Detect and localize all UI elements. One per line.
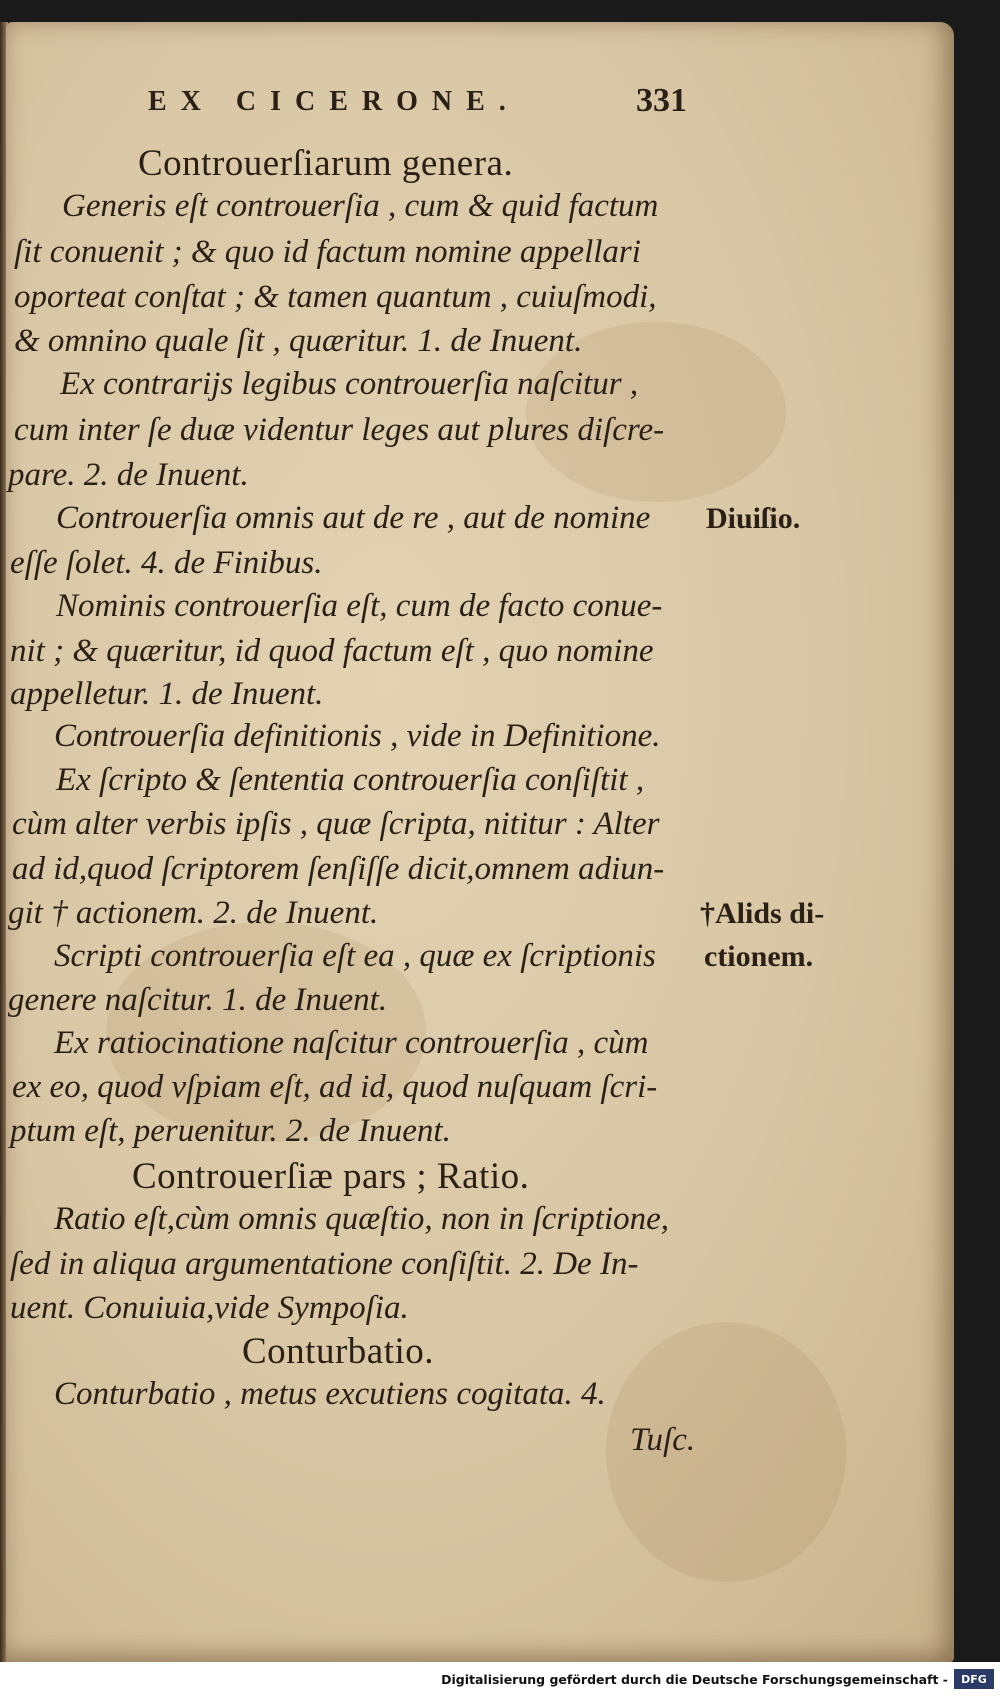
footer-credit: Digitalisierung gefördert durch die Deutsche Forschungsgemeinschaft - <box>441 1672 948 1687</box>
dfg-logo-icon: DFG <box>954 1669 994 1689</box>
text-line: ex eo, quod vſpiam eſt, ad id, quod nuſquam ſcri- <box>12 1069 658 1105</box>
text-line: Ratio eſt,cùm omnis quæſtio, non in ſcriptione, <box>54 1201 670 1237</box>
text-line: Ex ſcripto & ſententia controuerſia conſiſtit , <box>56 762 645 798</box>
text-line: Generis eſt controuerſia , cum & quid factum <box>62 188 659 224</box>
text-line: Tuſc. <box>630 1422 696 1458</box>
running-head: EX CICERONE. <box>148 86 520 117</box>
margin-note: Diuiſio. <box>706 502 801 535</box>
text-line: Conturbatio , metus excutiens cogitata. 4. <box>54 1376 606 1412</box>
page-number: 331 <box>636 82 687 119</box>
text-line: Nominis controuerſia eſt, cum de facto conue- <box>56 588 663 624</box>
text-line: eſſe ſolet. 4. de Finibus. <box>10 545 323 581</box>
text-line: appelletur. 1. de Inuent. <box>10 676 324 712</box>
margin-note: ctionem. <box>704 940 814 973</box>
text-line: Ex contrarijs legibus controuerſia naſcitur , <box>60 366 639 402</box>
text-line: ſed in aliqua argumentatione conſiſtit. 2. De In- <box>10 1246 639 1282</box>
text-line: git † actionem. 2. de Inuent. <box>8 895 379 931</box>
text-line: ad id,quod ſcriptorem ſenſiſſe dicit,omnem adiun- <box>12 851 665 887</box>
text-line: oporteat conſtat ; & tamen quantum , cuiuſmodi, <box>14 279 657 315</box>
text-line: nit ; & quæritur, id quod factum eſt , quo nomine <box>10 633 654 669</box>
margin-note: †Alids di- <box>700 897 825 930</box>
section-heading: Controuerſiarum genera. <box>138 143 514 184</box>
text-line: ptum eſt, peruenitur. 2. de Inuent. <box>10 1113 451 1149</box>
text-line: ſit conuenit ; & quo id factum nomine appellari <box>14 234 641 270</box>
section-heading: Controuerſiæ pars ; Ratio. <box>132 1156 530 1197</box>
text-line: Controuerſia definitionis , vide in Definitione. <box>54 718 661 754</box>
text-line: genere naſcitur. 1. de Inuent. <box>8 982 388 1018</box>
digitization-footer <box>0 1662 1000 1702</box>
text-line: Scripti controuerſia eſt ea , quæ ex ſcriptionis <box>54 938 656 974</box>
text-line: Ex ratiocinatione naſcitur controuerſia , cùm <box>54 1025 649 1061</box>
text-line: & omnino quale ſit , quæritur. 1. de Inuent. <box>14 323 583 359</box>
text-line: cùm alter verbis ipſis , quæ ſcripta, nititur : Alter <box>12 806 660 842</box>
text-line: Controuerſia omnis aut de re , aut de nomine <box>56 500 651 536</box>
text-line: pare. 2. de Inuent. <box>8 457 249 493</box>
section-heading: Conturbatio. <box>242 1331 435 1372</box>
text-line: uent. Conuiuia,vide Sympoſia. <box>10 1290 409 1326</box>
text-line: cum inter ſe duæ videntur leges aut plures diſcre- <box>14 412 665 448</box>
